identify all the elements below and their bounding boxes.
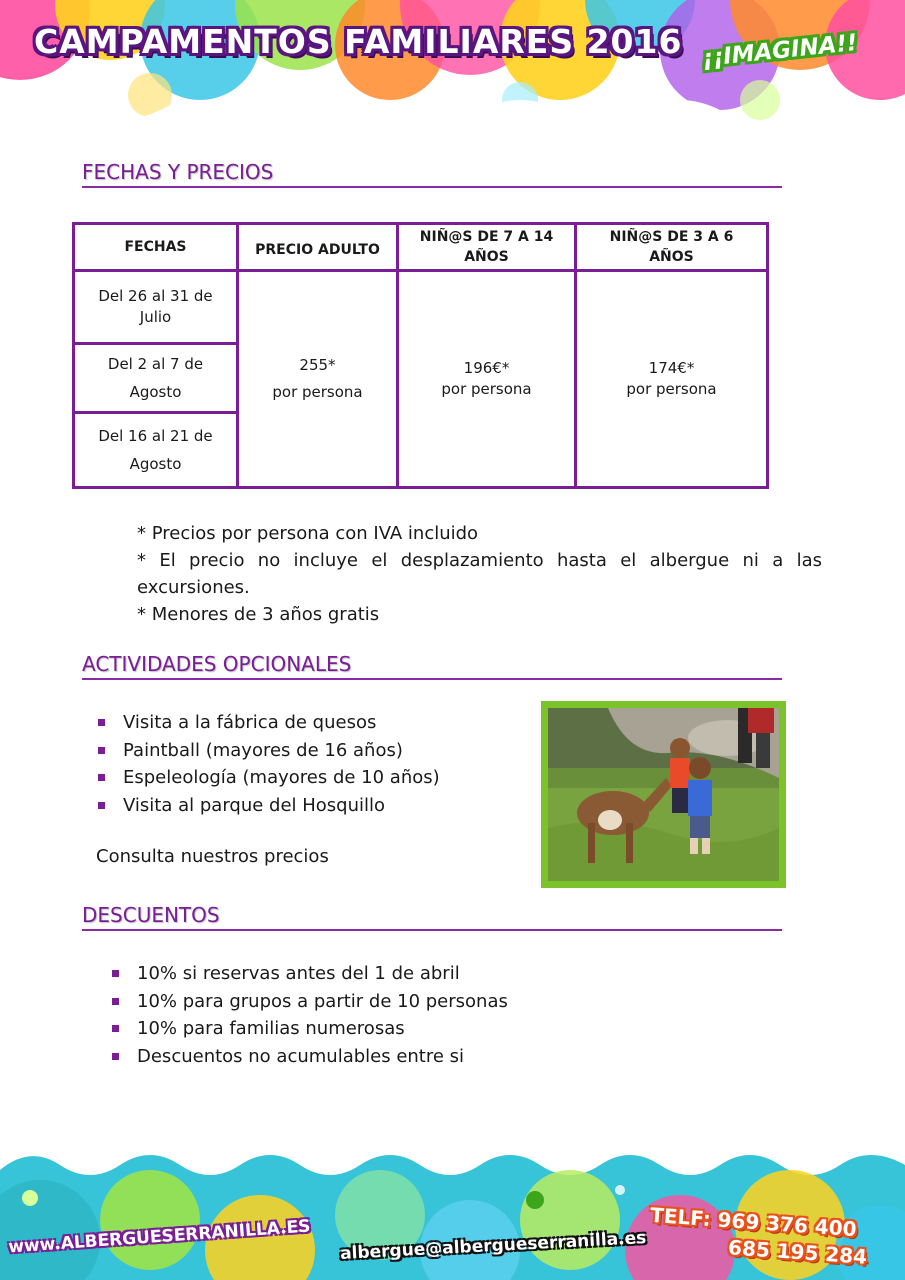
page-title: CAMPAMENTOS FAMILIARES 2016 (34, 22, 683, 61)
list-item: Paintball (mayores de 16 años) (96, 737, 526, 765)
bullet-icon (112, 998, 119, 1005)
list-item: Visita a la fábrica de quesos (96, 709, 526, 737)
bullet-icon (98, 802, 105, 809)
list-item: 10% si reservas antes del 1 de abril (110, 960, 710, 988)
imagina-badge: ¡¡IMAGINA!! (701, 29, 859, 73)
bullet-icon (98, 774, 105, 781)
section-heading-discounts: DESCUENTOS (82, 903, 782, 931)
table-cell-child-7-14-price (399, 272, 574, 486)
list-item: 10% para familias numerosas (110, 1015, 710, 1043)
bullet-icon (98, 747, 105, 754)
table-cell-child-3-6-price (577, 272, 766, 486)
consulta-text: Consulta nuestros precios (96, 846, 329, 867)
phone-number-2[interactable]: 685 195 284 (727, 1235, 868, 1269)
table-cell-date-3: Del 16 al 21 de Agosto (98, 427, 213, 473)
list-item: 10% para grupos a partir de 10 personas (110, 988, 710, 1016)
section-heading-activities: ACTIVIDADES OPCIONALES (82, 652, 782, 680)
child-3-6-price-unit: por persona (626, 380, 717, 398)
bullet-icon (112, 1025, 119, 1032)
note-desplazamiento: * El precio no incluye el desplazamiento hasta el albergue ni a las excursiones. (137, 550, 822, 598)
adult-price-value: 255* (299, 356, 336, 374)
price-notes (137, 520, 822, 628)
child-7-14-price-unit: por persona (441, 380, 532, 398)
email-link[interactable]: albergue@albergueserranilla.es (339, 1227, 647, 1265)
page-header (0, 0, 905, 135)
bullet-icon (112, 970, 119, 977)
table-header-ninos-3-6: NIÑ@S DE 3 A 6 AÑOS (609, 229, 734, 265)
bullet-icon (98, 719, 105, 726)
child-3-6-price-value: 174€* (648, 359, 695, 377)
list-item: Visita al parque del Hosquillo (96, 792, 526, 820)
activity-photo (541, 701, 786, 888)
page-footer (0, 1130, 905, 1280)
children-with-deer-photo (548, 708, 779, 881)
child-7-14-price-value: 196€* (463, 359, 510, 377)
table-header-precio-adulto: PRECIO ADULTO (255, 242, 380, 258)
table-cell-date-2: Del 2 al 7 de Agosto (107, 355, 204, 401)
list-item: Espeleología (mayores de 10 años) (96, 764, 526, 792)
phone-number-1[interactable]: TELF: 969 376 400 (649, 1202, 858, 1242)
note-menores: * Menores de 3 años gratis (137, 604, 380, 625)
table-cell-adult-price (239, 272, 396, 486)
price-table (72, 222, 769, 489)
table-header-ninos-7-14: NIÑ@S DE 7 A 14 AÑOS (419, 229, 554, 265)
activities-list (96, 709, 526, 819)
list-item: Descuentos no acumulables entre si (110, 1043, 710, 1071)
table-header-fechas: FECHAS (124, 239, 187, 255)
table-cell-date-1: Del 26 al 31 de Julio (98, 287, 213, 326)
discounts-list (110, 960, 710, 1070)
note-iva: * Precios por persona con IVA incluido (137, 523, 479, 544)
adult-price-unit: por persona (272, 383, 363, 401)
section-heading-prices: FECHAS Y PRECIOS (82, 160, 782, 188)
website-link[interactable]: www.ALBERGUESERRANILLA.ES (7, 1216, 312, 1258)
header-bubbles-decoration (0, 0, 905, 135)
bullet-icon (112, 1053, 119, 1060)
